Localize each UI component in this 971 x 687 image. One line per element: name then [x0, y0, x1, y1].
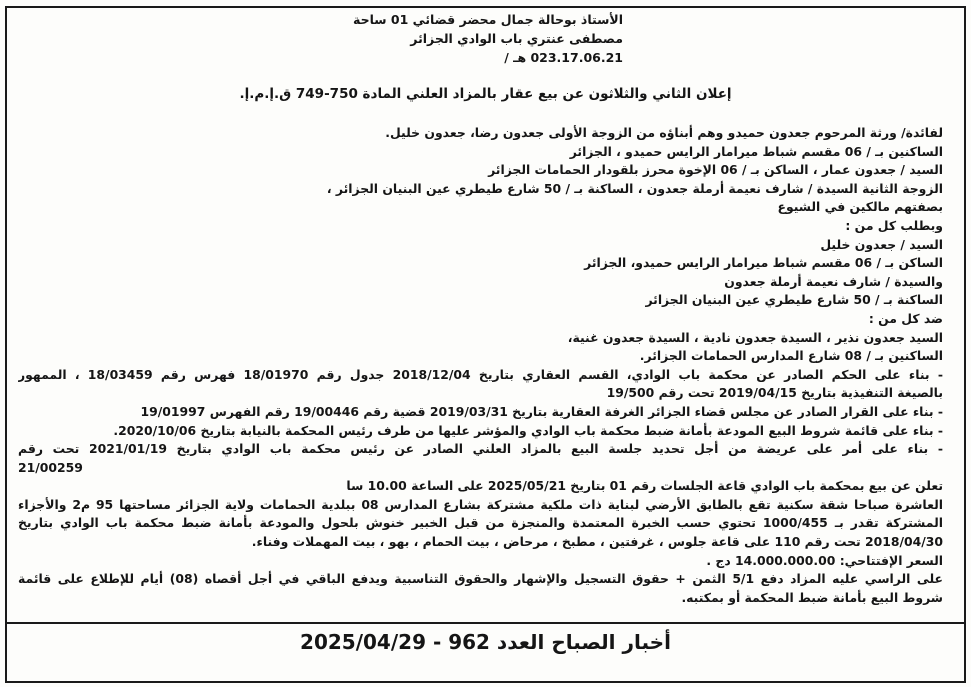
header-line-2: مصطفى عنتري باب الوادي الجزائر: [410, 31, 623, 46]
body-line: السيد / جعدون خليل: [820, 236, 943, 252]
body-line: وبطلب كل من :: [845, 217, 943, 233]
header-line-3: 023.17.06.21 هـ /: [504, 50, 623, 65]
newspaper-footer: أخبار الصباح العدد 962 - 2025/04/29: [300, 630, 671, 654]
body-line: الساكنين بـ / 08 شارع المدارس الحمامات الجزائر.: [639, 348, 943, 364]
body-line: الساكنة بـ / 50 شارع طيطري عين البنيان الجزائر: [645, 292, 943, 308]
body-line: تعلن عن بيع بمحكمة باب الوادي قاعة الجلسات رقم 01 بتاريخ 2025/05/21 على الساعة 10.00 سا: [346, 478, 943, 494]
body-line: السيد / جعدون عمار ، الساكن بـ / 06 الإخوة محرز بلقودار الحمامات الجزائر: [488, 162, 943, 178]
body-line: شروط البيع بأمانة ضبط المحكمة أو بمكتبه.: [681, 589, 943, 605]
header-line-1: الأستاذ بوحالة جمال محضر قضائي 01 ساحة: [352, 12, 623, 27]
body-line: الزوجة الثانية السيدة / شارف نعيمة أرملة جعدون ، الساكنة بـ / 50 شارع طيطري عين البنيان الجزائر ،: [326, 180, 943, 196]
notice-title: إعلان الثاني والثلاثون عن بيع عقار بالمزاد العلني المادة 750-749 ق.إ.م.إ.: [239, 86, 732, 102]
body-line: والسيدة / شارف نعيمة أرملة جعدون: [724, 273, 943, 289]
body-line: على الراسي عليه المزاد دفع 5/1 الثمن + حقوق التسجيل والإشهار والحقوق التناسبية ويدفع الباقي في أجل أقصاه (08) أيام للإطلاع على قائمة: [18, 571, 943, 587]
notice-body: [18, 124, 943, 607]
body-line: - بناء على أمر على عريضة من أجل تحديد جلسة البيع بالمزاد العلني الصادر عن رئيس محكمة باب الوادي بتاريخ 2021/01/19 تحت رقم: [18, 441, 943, 457]
body-line: ضد كل من :: [868, 310, 943, 326]
body-line: 2018/04/30 تحت رقم 110 على قاعة جلوس ، غرفتين ، مطبخ ، مرحاض ، بيت الحمام ، بهو ، بيت المهملات وفناء.: [251, 534, 943, 550]
body-line: الساكن بـ / 06 مقسم شباط ميرامار الرايس حميدو، الجزائر: [584, 255, 943, 271]
body-line: 21/00259: [18, 459, 83, 475]
body-line: السعر الإفتتاحي: 14.000.000.00 دج .: [706, 552, 943, 568]
body-line: العاشرة صباحا شقة سكنية تقع بالطابق الأرضي لبناية ذات ملكية مشتركة بشارع المدارس 08 ببلدية الحمامات ولاية الجزائر مساحتها 95 م2 والأجزاء: [18, 496, 943, 512]
body-line: المشتركة تقدر بـ 1000/455 تحتوي حسب الخبرة المعتمدة والمنجزة من قبل الخبير خنوش بلحول والمودعة بأمانة ضبط محكمة باب الوادي بتاريخ: [18, 515, 943, 531]
footer-divider: [5, 622, 966, 624]
body-line: - بناء على القرار الصادر عن مجلس قضاء الجزائر الغرفة العقارية بتاريخ 2019/03/31 قضية رقم 19/00446 رقم الفهرس 19/01997: [140, 403, 943, 419]
body-line: لفائدة/ ورثة المرحوم جعدون حميدو وهم أبناؤه من الزوجة الأولى جعدون رضا، جعدون خليل.: [385, 125, 943, 140]
body-line: الساكنين بـ / 06 مقسم شباط ميرامار الرايس حميدو ، الجزائر: [569, 143, 943, 159]
body-line: السيد جعدون نذير ، السيدة جعدون نادية ، السيدة جعدون غنية،: [567, 329, 943, 345]
body-line: بصفتهم مالكين في الشيوع: [777, 199, 943, 215]
bailiff-header: [353, 10, 623, 67]
body-line: بالصيغة التنفيذية بتاريخ 2019/04/15 تحت رقم 19/500: [606, 385, 943, 401]
body-line: - بناء على الحكم الصادر عن محكمة باب الوادي، القسم العقاري بتاريخ 2018/12/04 جدول رقم 18/01970 فهرس رقم 18/03459 ، الممهور: [18, 366, 943, 382]
body-line: - بناء على قائمة شروط البيع المودعة بأمانة ضبط محكمة باب الوادي والمؤشر عليها من طرف رئيس المحكمة بالنيابة بتاريخ 2020/10/06.: [113, 422, 943, 438]
